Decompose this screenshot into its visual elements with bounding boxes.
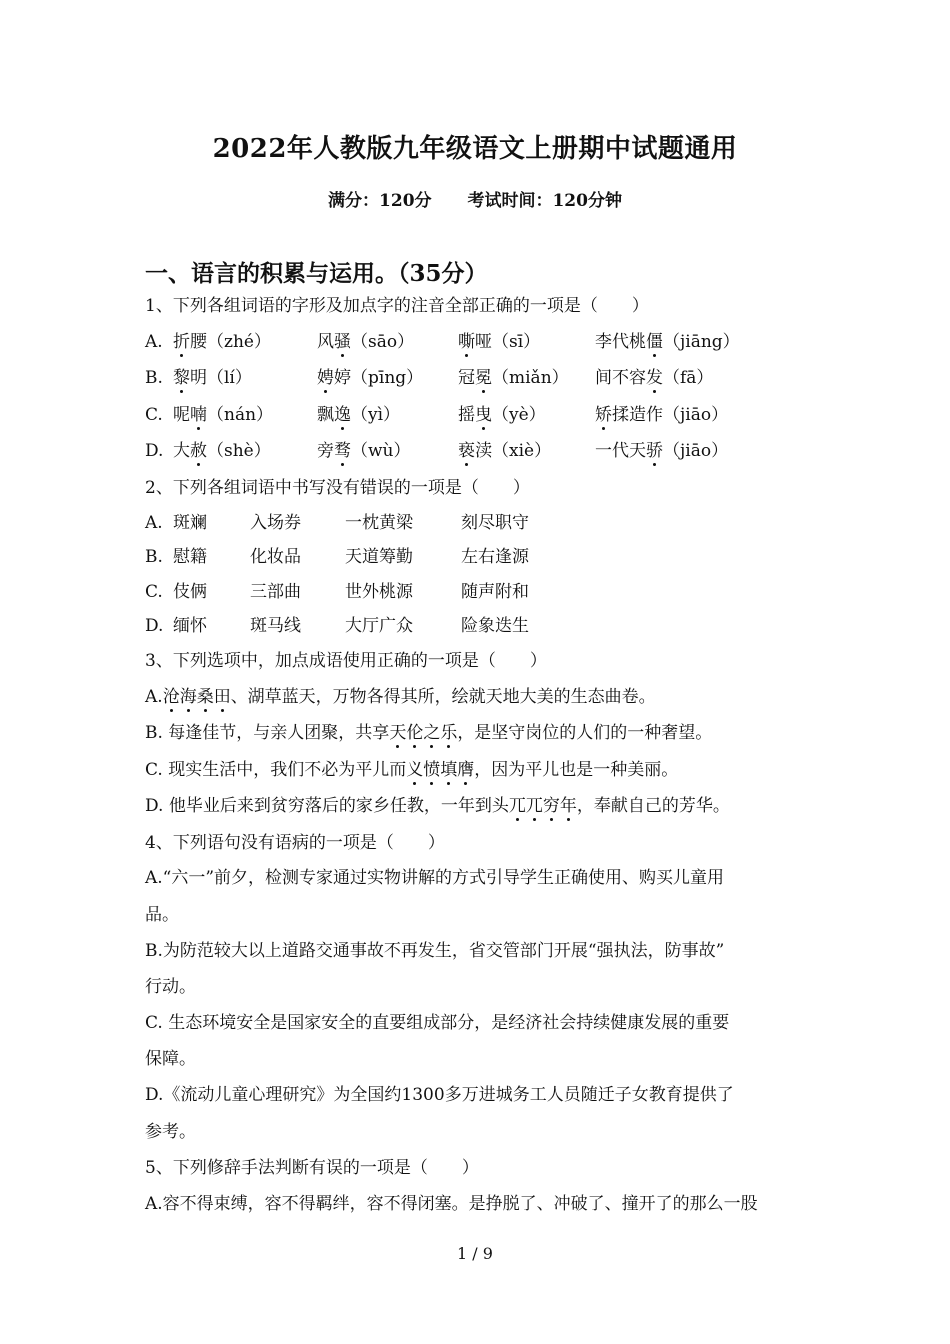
- exam-time: 考试时间：120分钟: [467, 191, 622, 211]
- exam-info: [0, 186, 950, 211]
- question-4-stem: 4、下列语句没有语病的一项是（ ）: [145, 833, 445, 853]
- question-3-stem: 3、下列选项中，加点成语使用正确的一项是（ ）: [145, 651, 547, 671]
- question-5-stem: 5、下列修辞手法判断有误的一项是（ ）: [145, 1158, 479, 1178]
- q4-option-c-line1: C. 生态环境安全是国家安全的直要组成部分，是经济社会持续健康发展的重要: [145, 1013, 730, 1033]
- section-heading: 一、语言的积累与运用。（35分）: [145, 260, 488, 287]
- page-number: 1 / 9: [457, 1244, 493, 1263]
- q3-option-a: A.沧海桑田、湖草蓝天，万物各得其所，绘就天地大美的生态曲卷。: [145, 687, 656, 707]
- full-score: 满分：120分: [328, 191, 432, 211]
- q3-option-c: C. 现实生活中，我们不必为平儿而义愤填膺，因为平儿也是一种美丽。: [145, 760, 679, 780]
- q3-option-b: B. 每逢佳节，与亲人团聚，共享天伦之乐，是坚守岗位的人们的一种奢望。: [145, 723, 713, 743]
- exam-page: 2022年人教版九年级语文上册期中试题通用 满分：120分 考试时间：120分钟 一、语言的积累与运用。（35分） 1、下列各组词语的字形及加点字的注音全部正确的一项是（ ） A. 折腰（zhé） 风骚（sāo） 嘶哑（sī） 李代桃僵（jiāng） B. 黎明（lí） 娉婷（pīng） 冠冕（miǎn） 间不容发（fā） C. 呢喃（nán） 飘逸（yì） 摇曳（yè） 矫揉造作（jiāo） D. 大赦（shè） 旁骛（wù） 亵渎（xiè） 一代天骄（jiāo） 2、下列各组词语中书写没有错误的一项是（ ） A. 斑斓 入场券 一枕黄梁 刻尽职守 B. 慰籍 化妆品 天道筹勤 左右逢源 C. 伎俩 三部曲 世外桃源 随声附和 D. 缅怀 斑马线 大厅广众 险象迭生 3、下列选项中，加点成语使用正确的一项是（ ） A.沧海桑田、湖草蓝天，万物各得其所，绘就天地大美的生态曲卷。 B. 每逢佳节，与亲人团聚，共享天伦之乐，是坚守岗位的人们的一种奢望。 C. 现实生活中，我们不必为平儿而义愤填膺，因为平儿也是一种美丽。 D. 他毕业后来到贫穷落后的家乡任教，一年到头兀兀穷年，奉献自己的芳华。 4、下列语句没有语病的一项是（ ） A.“六一”前夕，检测专家通过实物讲解的方式引导学生正确使用、购买儿童用 品。 B.为防范较大以上道路交通事故不再发生，省交管部门开展“强执法，防事故” 行动。 C. 生态环境安全是国家安全的直要组成部分，是经济社会持续健康发展的重要 保障。 D.《流动儿童心理研究》为全国约1300多万进城务工人员随迁子女教育提供了 参考。 5、下列修辞手法判断有误的一项是（ ） A.容不得束缚，容不得羁绊，容不得闭塞。是挣脱了、冲破了、撞开了的那么一股 1 / 9: [0, 0, 950, 1344]
- q4-option-d-line1: D.《流动儿童心理研究》为全国约1300多万进城务工人员随迁子女教育提供了: [145, 1085, 734, 1105]
- page-title: 2022年人教版九年级语文上册期中试题通用: [212, 134, 738, 164]
- q4-option-b-line2: 行动。: [145, 977, 196, 997]
- q4-option-d-line2: 参考。: [145, 1122, 196, 1142]
- q4-option-a-line1: A.“六一”前夕，检测专家通过实物讲解的方式引导学生正确使用、购买儿童用: [145, 868, 725, 888]
- question-1-stem: 1、下列各组词语的字形及加点字的注音全部正确的一项是（ ）: [145, 296, 649, 316]
- q4-option-c-line2: 保障。: [145, 1049, 196, 1069]
- q5-option-a-line1: A.容不得束缚，容不得羁绊，容不得闭塞。是挣脱了、冲破了、撞开了的那么一股: [145, 1194, 758, 1214]
- q4-option-a-line2: 品。: [145, 905, 179, 925]
- question-2-stem: 2、下列各组词语中书写没有错误的一项是（ ）: [145, 478, 530, 498]
- q4-option-b-line1: B.为防范较大以上道路交通事故不再发生，省交管部门开展“强执法，防事故”: [145, 941, 725, 961]
- q3-option-d: D. 他毕业后来到贫穷落后的家乡任教，一年到头兀兀穷年，奉献自己的芳华。: [145, 796, 730, 816]
